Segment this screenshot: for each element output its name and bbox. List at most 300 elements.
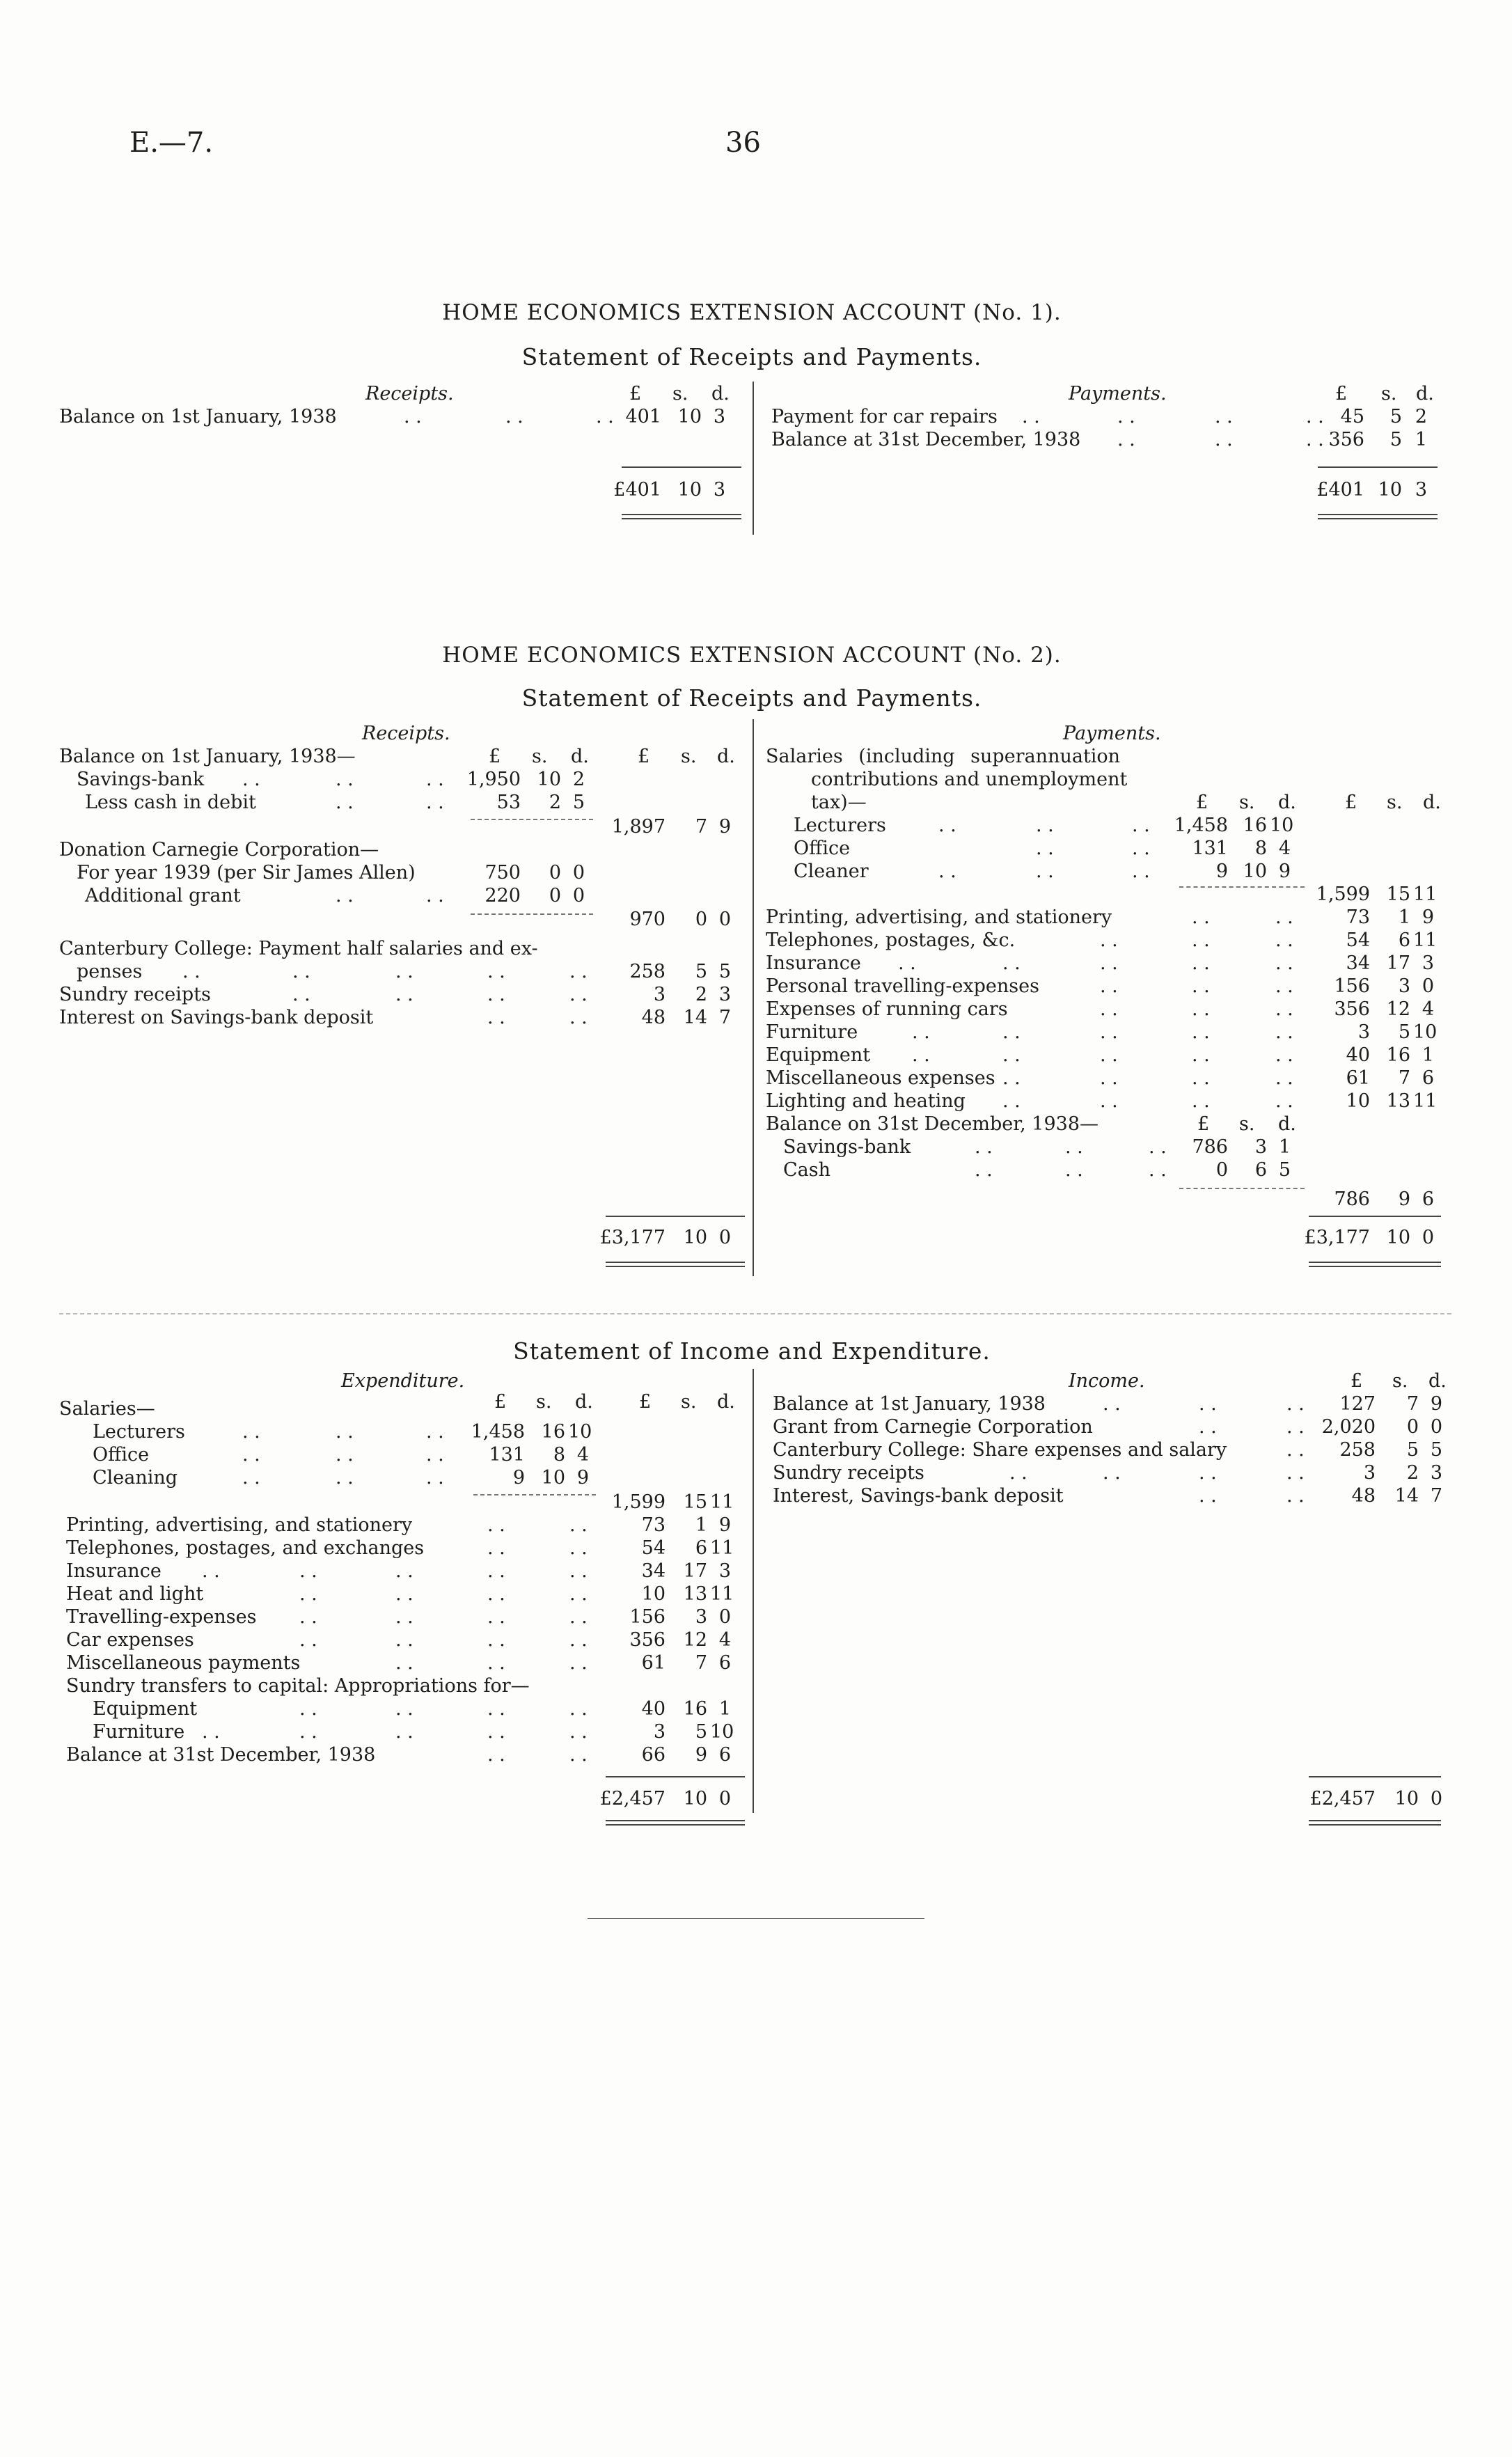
leader-dots: . . <box>596 406 614 427</box>
leader-dots: . . <box>1192 998 1210 1020</box>
leader-dots: . . <box>182 961 200 982</box>
payment-sub-label: Lecturers <box>794 815 886 836</box>
subtotal-shillings: 9 <box>1398 1188 1410 1210</box>
leader-dots: . . <box>569 1652 588 1674</box>
leader-dots: . . <box>426 1467 444 1489</box>
amount-shillings: 6 <box>695 1537 707 1559</box>
money-header-shillings: s. <box>672 383 688 405</box>
amount-shillings: 14 <box>683 1007 707 1028</box>
payment-sub-label: Office <box>794 838 851 859</box>
amount-shillings: 10 <box>1243 861 1267 882</box>
income-heading: Income. <box>1069 1370 1145 1392</box>
money-header-pounds: £ <box>1196 792 1208 813</box>
leader-dots: . . <box>569 1629 588 1651</box>
amount-pounds: 45 <box>1340 406 1364 427</box>
amount-pence: 0 <box>572 885 585 906</box>
leader-dots: . . <box>242 769 260 790</box>
money-header-pounds: £ <box>1335 383 1348 405</box>
total-shillings: 10 <box>683 1788 707 1810</box>
leader-dots: . . <box>292 961 310 982</box>
amount-pence: 5 <box>1430 1439 1442 1461</box>
leader-dots: . . <box>202 1560 220 1582</box>
amount-pence: 10 <box>568 1421 592 1443</box>
leader-dots: . . <box>1002 1067 1021 1089</box>
amount-pence: 0 <box>572 862 585 884</box>
amount-shillings: 13 <box>683 1583 707 1605</box>
amount-pounds: 3 <box>653 1721 666 1743</box>
total-double-rule <box>606 1820 745 1821</box>
amount-pounds: 54 <box>1346 929 1370 951</box>
receipt-sub-label: Savings-bank <box>77 769 205 790</box>
subtotal-shillings: 15 <box>683 1491 707 1513</box>
amount-pounds: 73 <box>1346 906 1370 928</box>
amount-pence: 2 <box>572 769 585 790</box>
leader-dots: . . <box>1192 1067 1210 1089</box>
amount-pounds: 9 <box>512 1467 525 1489</box>
leader-dots: . . <box>395 1721 414 1743</box>
payment-label: Equipment <box>766 1044 871 1066</box>
leader-dots: . . <box>1036 861 1054 882</box>
expenditure-sub-label: Cleaning <box>93 1467 178 1489</box>
amount-shillings: 1 <box>1398 906 1410 928</box>
column-divider <box>753 1369 754 1813</box>
leader-dots: . . <box>1149 1136 1167 1158</box>
income-label: Sundry receipts <box>773 1462 924 1484</box>
money-header-shillings: s. <box>1387 792 1403 813</box>
money-header-shillings: s. <box>1239 1113 1255 1135</box>
receipt-sub-label: Less cash in debit <box>85 792 256 813</box>
expenditure-sub-label: Office <box>93 1444 150 1466</box>
amount-pounds: 10 <box>641 1583 666 1605</box>
amount-shillings: 7 <box>695 1652 707 1674</box>
payment-label: Insurance <box>766 952 861 974</box>
amount-pence: 6 <box>718 1744 731 1766</box>
leader-dots: . . <box>1275 998 1293 1020</box>
payment-sub-label: Cleaner <box>794 861 869 882</box>
leader-dots: . . <box>1149 1159 1167 1181</box>
amount-pounds: 40 <box>641 1698 666 1720</box>
amount-pence: 4 <box>718 1629 731 1651</box>
amount-shillings: 12 <box>683 1629 707 1651</box>
leader-dots: . . <box>1065 1159 1083 1181</box>
money-header-shillings: s. <box>1381 383 1397 405</box>
expenditure-sub-label: Furniture <box>93 1721 185 1743</box>
leader-dots: . . <box>569 1744 588 1766</box>
amount-pence: 6 <box>718 1652 731 1674</box>
sum-rule <box>1318 466 1438 468</box>
leader-dots: . . <box>1132 861 1150 882</box>
amount-pence: 5 <box>572 792 585 813</box>
amount-shillings: 0 <box>549 885 561 906</box>
sum-rule <box>1309 1776 1441 1777</box>
amount-shillings: 9 <box>695 1744 707 1766</box>
total-shillings: 10 <box>677 479 702 501</box>
leader-dots: . . <box>1286 1416 1305 1438</box>
leader-dots: . . <box>395 1698 414 1720</box>
leader-dots: . . <box>938 815 956 836</box>
money-header-pounds: £ <box>1345 792 1357 813</box>
money-header-shillings: s. <box>1239 792 1255 813</box>
money-header-shillings: s. <box>681 746 697 767</box>
amount-shillings: 2 <box>1406 1462 1419 1484</box>
expenditure-label: Telephones, postages, and exchanges <box>66 1537 425 1559</box>
money-header-pence: d. <box>1278 792 1296 813</box>
amount-shillings: 5 <box>1406 1439 1419 1461</box>
amount-pence: 9 <box>718 1514 731 1536</box>
amount-pounds: 356 <box>1328 429 1364 450</box>
amount-pounds: 61 <box>1346 1067 1370 1089</box>
leader-dots: . . <box>487 1560 505 1582</box>
amount-pence: 1 <box>1278 1136 1291 1158</box>
amount-pence: 6 <box>1422 1067 1434 1089</box>
leader-dots: . . <box>1100 998 1118 1020</box>
leader-dots: . . <box>1215 429 1233 450</box>
amount-shillings: 1 <box>695 1514 707 1536</box>
amount-pence: 5 <box>1278 1159 1291 1181</box>
amount-pence: 9 <box>1422 906 1434 928</box>
receipt-label: Interest on Savings-bank deposit <box>59 1007 374 1028</box>
leader-dots: . . <box>395 1583 414 1605</box>
leader-dots: . . <box>1306 429 1324 450</box>
amount-pence: 9 <box>1430 1393 1442 1415</box>
money-header-pence: d. <box>717 1391 735 1413</box>
leader-dots: . . <box>336 1421 354 1443</box>
subtotal-shillings: 0 <box>695 909 707 930</box>
sum-rule <box>606 1776 745 1777</box>
leader-dots: . . <box>1275 929 1293 951</box>
subtotal-rule <box>471 819 593 821</box>
total-double-rule <box>1309 1824 1441 1826</box>
amount-shillings: 6 <box>1254 1159 1267 1181</box>
leader-dots: . . <box>395 984 414 1005</box>
leader-dots: . . <box>487 1698 505 1720</box>
money-header-pounds: £ <box>494 1391 507 1413</box>
subtotal-pounds: 1,599 <box>611 1491 666 1513</box>
amount-pence: 4 <box>1278 838 1291 859</box>
expenditure-label: Travelling-expenses <box>66 1606 257 1628</box>
amount-shillings: 10 <box>537 769 561 790</box>
total-shillings: 10 <box>683 1227 707 1248</box>
total-pence: 0 <box>1422 1227 1434 1248</box>
leader-dots: . . <box>1275 1067 1293 1089</box>
leader-dots: . . <box>1275 906 1293 928</box>
income-label: Grant from Carnegie Corporation <box>773 1416 1093 1438</box>
money-header-pence: d. <box>1278 1113 1296 1135</box>
leader-dots: . . <box>487 961 505 982</box>
leader-dots: . . <box>975 1159 993 1181</box>
amount-pounds: 131 <box>1192 838 1228 859</box>
leader-dots: . . <box>299 1698 317 1720</box>
amount-pounds: 1,458 <box>1174 815 1228 836</box>
account1-subtitle: Statement of Receipts and Payments. <box>521 343 982 370</box>
expenditure-label: Insurance <box>66 1560 162 1582</box>
payment-label: Balance at 31st December, 1938 <box>771 429 1081 450</box>
amount-pounds: 9 <box>1215 861 1228 882</box>
total-shillings: 10 <box>1386 1227 1410 1248</box>
sum-rule <box>1309 1216 1441 1217</box>
column-divider <box>753 719 754 1276</box>
payment-sub-label: Savings-bank <box>783 1136 911 1158</box>
receipt-label: Balance on 1st January, 1938 <box>59 406 337 427</box>
leader-dots: . . <box>912 1021 930 1043</box>
leader-dots: . . <box>426 769 444 790</box>
amount-pence: 9 <box>576 1467 589 1489</box>
money-header-pence: d. <box>1416 383 1434 405</box>
total-shillings: 10 <box>1378 479 1402 501</box>
amount-pounds: 156 <box>629 1606 666 1628</box>
amount-shillings: 3 <box>1254 1136 1267 1158</box>
subtotal-rule <box>473 1494 596 1496</box>
amount-pence: 3 <box>713 406 725 427</box>
leader-dots: . . <box>569 984 588 1005</box>
account2-payments-heading: Payments. <box>1063 723 1161 744</box>
payment-label: Furniture <box>766 1021 858 1043</box>
leader-dots: . . <box>569 1698 588 1720</box>
total-pounds: £2,457 <box>599 1788 666 1810</box>
payment-label: Miscellaneous expenses <box>766 1067 995 1089</box>
amount-shillings: 17 <box>683 1560 707 1582</box>
page-number: 36 <box>725 127 761 159</box>
leader-dots: . . <box>1199 1485 1217 1507</box>
leader-dots: . . <box>1132 815 1150 836</box>
account2-title: HOME ECONOMICS EXTENSION ACCOUNT (No. 2). <box>442 643 1062 668</box>
total-shillings: 10 <box>1394 1788 1419 1810</box>
leader-dots: . . <box>1002 1090 1021 1112</box>
payment-group-label: Balance on 31st December, 1938— <box>766 1113 1099 1135</box>
leader-dots: . . <box>1275 1021 1293 1043</box>
leader-dots: . . <box>975 1136 993 1158</box>
amount-pounds: 48 <box>641 1007 666 1028</box>
leader-dots: . . <box>1103 1393 1121 1415</box>
sum-rule <box>622 466 741 468</box>
leader-dots: . . <box>292 984 310 1005</box>
total-pounds: £2,457 <box>1309 1788 1376 1810</box>
subtotal-pounds: 1,897 <box>611 816 666 838</box>
amount-pence: 11 <box>1413 929 1438 951</box>
leader-dots: . . <box>487 984 505 1005</box>
amount-pence: 2 <box>1415 406 1427 427</box>
leader-dots: . . <box>487 1606 505 1628</box>
amount-pounds: 258 <box>1339 1439 1376 1461</box>
amount-pounds: 54 <box>641 1537 666 1559</box>
receipt-label-continued: penses <box>77 961 143 982</box>
amount-pence: 4 <box>1422 998 1434 1020</box>
amount-shillings: 8 <box>1254 838 1267 859</box>
payment-sub-label: Cash <box>783 1159 831 1181</box>
leader-dots: . . <box>1286 1485 1305 1507</box>
leader-dots: . . <box>569 1537 588 1559</box>
money-header-pounds: £ <box>489 746 501 767</box>
leader-dots: . . <box>1275 1044 1293 1066</box>
leader-dots: . . <box>1036 838 1054 859</box>
amount-pounds: 356 <box>629 1629 666 1651</box>
amount-shillings: 8 <box>553 1444 565 1466</box>
leader-dots: . . <box>1192 952 1210 974</box>
amount-pounds: 2,020 <box>1321 1416 1376 1438</box>
expenditure-group-label: Sundry transfers to capital: Appropriations for— <box>66 1675 530 1697</box>
amount-pence: 1 <box>718 1698 731 1720</box>
leader-dots: . . <box>1009 1462 1027 1484</box>
total-pence: 0 <box>1430 1788 1442 1810</box>
money-header-pence: d. <box>1428 1370 1447 1392</box>
leader-dots: . . <box>299 1583 317 1605</box>
amount-shillings: 7 <box>1398 1067 1410 1089</box>
leader-dots: . . <box>569 1583 588 1605</box>
leader-dots: . . <box>1117 406 1135 427</box>
income-label: Interest, Savings-bank deposit <box>773 1485 1064 1507</box>
payment-label: Payment for car repairs <box>771 406 998 427</box>
receipt-label: Sundry receipts <box>59 984 211 1005</box>
leader-dots: . . <box>1002 1021 1021 1043</box>
leader-dots: . . <box>299 1629 317 1651</box>
amount-pounds: 356 <box>1334 998 1370 1020</box>
leader-dots: . . <box>1002 952 1021 974</box>
leader-dots: . . <box>1275 975 1293 997</box>
leader-dots: . . <box>1215 406 1233 427</box>
subtotal-pence: 11 <box>710 1491 734 1513</box>
leader-dots: . . <box>1100 1044 1118 1066</box>
total-double-rule <box>1309 1820 1441 1821</box>
total-pounds: £3,177 <box>1304 1227 1370 1248</box>
leader-dots: . . <box>1192 1090 1210 1112</box>
leader-dots: . . <box>426 885 444 906</box>
leader-dots: . . <box>1192 1021 1210 1043</box>
subtotal-pounds: 970 <box>629 909 666 930</box>
amount-pence: 11 <box>710 1537 734 1559</box>
expenditure-label: Car expenses <box>66 1629 194 1651</box>
amount-pence: 10 <box>1413 1021 1438 1043</box>
leader-dots: . . <box>1199 1393 1217 1415</box>
amount-pence: 0 <box>718 1606 731 1628</box>
money-header-shillings: s. <box>1392 1370 1408 1392</box>
amount-pounds: 1,950 <box>466 769 521 790</box>
amount-pounds: 61 <box>641 1652 666 1674</box>
leader-dots: . . <box>299 1560 317 1582</box>
money-header-pounds: £ <box>638 746 650 767</box>
account2-receipts-heading: Receipts. <box>362 723 450 744</box>
leader-dots: . . <box>898 952 916 974</box>
leader-dots: . . <box>426 792 444 813</box>
total-pounds: £3,177 <box>599 1227 666 1248</box>
receipt-sub-label: For year 1939 (per Sir James Allen) <box>77 862 416 884</box>
amount-shillings: 16 <box>1243 815 1267 836</box>
leader-dots: . . <box>426 1444 444 1466</box>
receipt-label: Canterbury College: Payment half salaries and ex- <box>59 938 538 959</box>
amount-pence: 3 <box>1422 952 1434 974</box>
total-pence: 3 <box>1415 479 1427 501</box>
document-reference: E.—7. <box>129 127 214 159</box>
leader-dots: . . <box>1100 929 1118 951</box>
amount-shillings: 0 <box>1406 1416 1419 1438</box>
amount-pounds: 1,458 <box>471 1421 525 1443</box>
receipt-sub-label: Additional grant <box>85 885 241 906</box>
leader-dots: . . <box>1199 1462 1217 1484</box>
leader-dots: . . <box>395 1629 414 1651</box>
total-double-rule <box>606 1262 745 1263</box>
amount-pence: 0 <box>1422 975 1434 997</box>
money-header-pounds: £ <box>629 383 642 405</box>
leader-dots: . . <box>569 1007 588 1028</box>
leader-dots: . . <box>395 1606 414 1628</box>
amount-pence: 1 <box>1415 429 1427 450</box>
leader-dots: . . <box>336 1444 354 1466</box>
amount-pence: 7 <box>718 1007 731 1028</box>
total-pence: 3 <box>713 479 725 501</box>
amount-shillings: 5 <box>1398 1021 1410 1043</box>
leader-dots: . . <box>395 1560 414 1582</box>
total-double-rule <box>606 1266 745 1267</box>
sum-rule <box>606 1216 745 1217</box>
leader-dots: . . <box>336 792 354 813</box>
total-pounds: £401 <box>613 479 661 501</box>
account1-receipts-heading: Receipts. <box>365 383 454 405</box>
amount-pounds: 66 <box>641 1744 666 1766</box>
amount-shillings: 5 <box>1389 406 1402 427</box>
expenditure-label: Printing, advertising, and stationery <box>66 1514 413 1536</box>
amount-pence: 3 <box>718 1560 731 1582</box>
column-divider <box>753 382 754 535</box>
amount-pounds: 3 <box>653 984 666 1005</box>
leader-dots: . . <box>1286 1462 1305 1484</box>
leader-dots: . . <box>1100 952 1118 974</box>
money-header-pounds: £ <box>1197 1113 1210 1135</box>
leader-dots: . . <box>336 1467 354 1489</box>
expenditure-sub-label: Equipment <box>93 1698 198 1720</box>
expenditure-heading: Expenditure. <box>341 1370 465 1392</box>
payment-label: Expenses of running cars <box>766 998 1008 1020</box>
amount-pence: 11 <box>710 1583 734 1605</box>
amount-pounds: 3 <box>1357 1021 1370 1043</box>
money-header-shillings: s. <box>681 1391 697 1413</box>
income-label: Balance at 1st January, 1938 <box>773 1393 1046 1415</box>
amount-shillings: 3 <box>695 1606 707 1628</box>
leader-dots: . . <box>1100 1067 1118 1089</box>
leader-dots: . . <box>487 1514 505 1536</box>
statement3-subtitle: Statement of Income and Expenditure. <box>513 1337 991 1365</box>
amount-shillings: 16 <box>1386 1044 1410 1066</box>
amount-pounds: 786 <box>1192 1136 1228 1158</box>
amount-pounds: 10 <box>1346 1090 1370 1112</box>
amount-pence: 9 <box>1278 861 1291 882</box>
leader-dots: . . <box>1192 906 1210 928</box>
leader-dots: . . <box>1100 975 1118 997</box>
leader-dots: . . <box>1192 975 1210 997</box>
payment-label: Personal travelling-expenses <box>766 975 1039 997</box>
subtotal-pence: 0 <box>718 909 731 930</box>
amount-pence: 3 <box>718 984 731 1005</box>
leader-dots: . . <box>569 1721 588 1743</box>
amount-shillings: 16 <box>541 1421 565 1443</box>
payment-label: Lighting and heating <box>766 1090 966 1112</box>
leader-dots: . . <box>395 1652 414 1674</box>
amount-pounds: 34 <box>641 1560 666 1582</box>
amount-pounds: 750 <box>485 862 521 884</box>
leader-dots: . . <box>912 1044 930 1066</box>
amount-pounds: 401 <box>625 406 661 427</box>
leader-dots: . . <box>1286 1393 1305 1415</box>
total-double-rule <box>1309 1262 1441 1263</box>
leader-dots: . . <box>1275 1090 1293 1112</box>
leader-dots: . . <box>1275 952 1293 974</box>
leader-dots: . . <box>202 1721 220 1743</box>
subtotal-pence: 6 <box>1422 1188 1434 1210</box>
amount-shillings: 5 <box>695 961 707 982</box>
amount-pence: 10 <box>1270 815 1294 836</box>
money-header-pence: d. <box>571 746 589 767</box>
leader-dots: . . <box>569 1560 588 1582</box>
leader-dots: . . <box>1065 1136 1083 1158</box>
amount-shillings: 5 <box>1389 429 1402 450</box>
